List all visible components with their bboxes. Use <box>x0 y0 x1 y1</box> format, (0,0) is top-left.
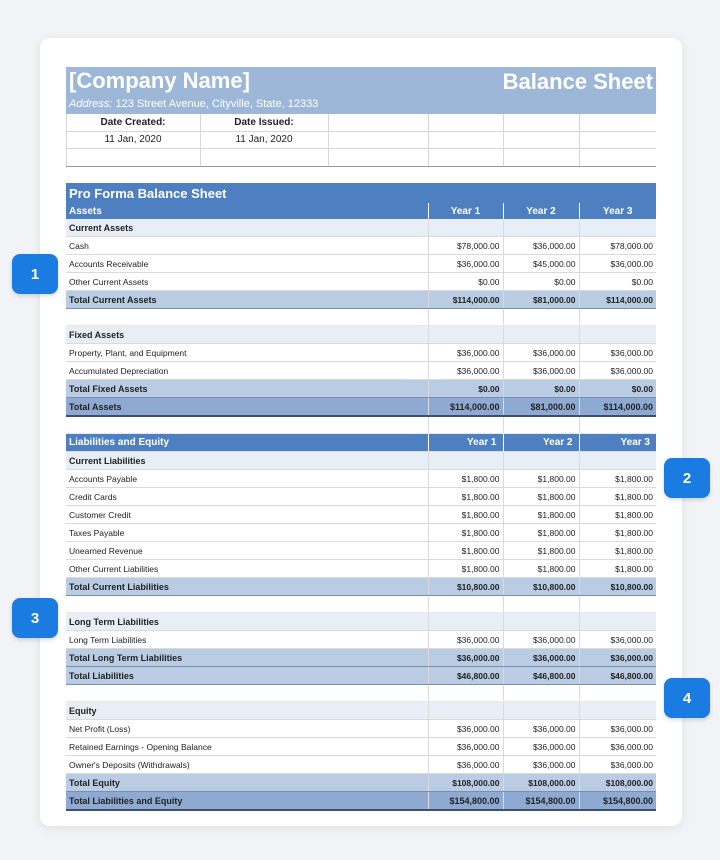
total-fixed-assets-row-cell: $0.00 <box>503 380 579 398</box>
table-row-cell: $36,000.00 <box>428 255 503 273</box>
liabilities-header-row-cell: Year 2 <box>503 434 579 452</box>
liabilities-header-row-label: Liabilities and Equity <box>66 434 428 452</box>
table-row-cell: $1,800.00 <box>503 488 579 506</box>
table-row-cell: $36,000.00 <box>579 720 656 738</box>
total-current-assets-row-cell: $114,000.00 <box>428 291 503 309</box>
date-issued-label: Date Issued: <box>234 117 294 128</box>
table-row-label: Other Current Assets <box>66 273 428 291</box>
total-liabilities-row-cell: $46,800.00 <box>428 667 503 685</box>
table-row-cell: $36,000.00 <box>503 344 579 362</box>
callout-badge-3: 3 <box>12 598 58 638</box>
total-current-assets-row-cell: $81,000.00 <box>503 291 579 309</box>
table-row-cell: $0.00 <box>503 273 579 291</box>
fixed-assets-title-cell <box>503 326 579 344</box>
total-long-term-liabilities-row-cell: $36,000.00 <box>428 649 503 667</box>
table-row <box>66 720 656 738</box>
table-row-cell: $1,800.00 <box>503 524 579 542</box>
table-row-cell: $36,000.00 <box>428 344 503 362</box>
spacer-row <box>66 309 656 326</box>
callout-badge-2: 2 <box>664 458 710 498</box>
spacer-row-label <box>66 685 428 702</box>
table-row-cell: $1,800.00 <box>579 488 656 506</box>
current-liabilities-title-cell <box>579 452 656 470</box>
table-row <box>66 470 656 488</box>
equity-title-cell <box>503 702 579 720</box>
assets-header-row-cell: Year 1 <box>428 203 503 219</box>
total-current-assets-row-cell: $114,000.00 <box>579 291 656 309</box>
fixed-assets-title-cell <box>428 326 503 344</box>
table-row-label: Accounts Payable <box>66 470 428 488</box>
liabilities-header-row <box>66 434 656 452</box>
total-long-term-liabilities-row-cell: $36,000.00 <box>579 649 656 667</box>
table-row-cell: $36,000.00 <box>503 720 579 738</box>
table-row-label: Cash <box>66 237 428 255</box>
spacer-row-cell <box>428 309 503 326</box>
long-term-liabilities-title <box>66 613 656 631</box>
table-row-cell: $36,000.00 <box>428 362 503 380</box>
table-row-cell: $1,800.00 <box>428 506 503 524</box>
table-row-cell: $1,800.00 <box>428 470 503 488</box>
total-long-term-liabilities-row-cell: $36,000.00 <box>503 649 579 667</box>
total-liabilities-equity-row-label: Total Liabilities and Equity <box>66 792 428 811</box>
table-row-label: Property, Plant, and Equipment <box>66 344 428 362</box>
table-row-label: Customer Credit <box>66 506 428 524</box>
total-current-liabilities-row-cell: $10,800.00 <box>579 578 656 596</box>
fixed-assets-title <box>66 326 656 344</box>
current-liabilities-title-cell <box>503 452 579 470</box>
table-row-cell: $1,800.00 <box>579 470 656 488</box>
section-title-row <box>66 183 656 203</box>
table-row-cell: $1,800.00 <box>503 506 579 524</box>
table-row <box>66 255 656 273</box>
table-row-cell: $36,000.00 <box>579 362 656 380</box>
total-fixed-assets-row-cell: $0.00 <box>428 380 503 398</box>
total-equity-row-cell: $108,000.00 <box>579 774 656 792</box>
current-assets-title-cell <box>428 219 503 237</box>
table-row-label: Accounts Receivable <box>66 255 428 273</box>
spacer-row-cell <box>579 596 656 613</box>
spacer-row <box>66 685 656 702</box>
total-long-term-liabilities-row-label: Total Long Term Liabilities <box>66 649 428 667</box>
table-row-cell: $1,800.00 <box>579 524 656 542</box>
spacer-row-cell <box>503 596 579 613</box>
fixed-assets-title-label: Fixed Assets <box>66 326 428 344</box>
table-row-cell: $1,800.00 <box>579 506 656 524</box>
current-assets-title-cell <box>579 219 656 237</box>
table-row <box>66 237 656 255</box>
table-row-cell: $36,000.00 <box>428 756 503 774</box>
table-row-cell: $1,800.00 <box>428 524 503 542</box>
fixed-assets-title-cell <box>579 326 656 344</box>
table-row <box>66 362 656 380</box>
total-equity-row <box>66 774 656 792</box>
company-name: [Company Name] <box>69 68 250 93</box>
spacer-row-cell <box>503 685 579 702</box>
table-row-cell: $1,800.00 <box>503 560 579 578</box>
table-row-label: Accumulated Depreciation <box>66 362 428 380</box>
liabilities-header-row-cell: Year 1 <box>428 434 503 452</box>
assets-header-row <box>66 203 656 219</box>
current-assets-title-label: Current Assets <box>66 219 428 237</box>
date-created-value: 11 Jan, 2020 <box>104 134 162 145</box>
table-row-cell: $36,000.00 <box>428 720 503 738</box>
equity-title-cell <box>579 702 656 720</box>
total-liabilities-equity-row-cell: $154,800.00 <box>428 792 503 811</box>
total-equity-row-cell: $108,000.00 <box>428 774 503 792</box>
table-row-label: Net Profit (Loss) <box>66 720 428 738</box>
table-row-label: Credit Cards <box>66 488 428 506</box>
spacer-row-cell <box>579 416 656 434</box>
spacer-row <box>66 416 656 434</box>
total-liabilities-equity-row-cell: $154,800.00 <box>503 792 579 811</box>
equity-title-cell <box>428 702 503 720</box>
title-band <box>66 67 656 114</box>
table-row-label: Taxes Payable <box>66 524 428 542</box>
current-liabilities-title <box>66 452 656 470</box>
current-assets-title <box>66 219 656 237</box>
table-row-cell: $36,000.00 <box>503 738 579 756</box>
total-liabilities-equity-row-cell: $154,800.00 <box>579 792 656 811</box>
spacer-row-cell <box>428 685 503 702</box>
table-row <box>66 524 656 542</box>
table-row-label: Retained Earnings - Opening Balance <box>66 738 428 756</box>
current-liabilities-title-label: Current Liabilities <box>66 452 428 470</box>
callout-badge-1: 1 <box>12 254 58 294</box>
total-current-assets-row <box>66 291 656 309</box>
total-equity-row-cell: $108,000.00 <box>503 774 579 792</box>
table-row-cell: $1,800.00 <box>503 470 579 488</box>
assets-header-row-cell: Year 2 <box>503 203 579 219</box>
equity-title-label: Equity <box>66 702 428 720</box>
table-row-cell: $45,000.00 <box>503 255 579 273</box>
table-row-label: Owner's Deposits (Withdrawals) <box>66 756 428 774</box>
table-row <box>66 738 656 756</box>
spacer-row-label <box>66 416 428 434</box>
total-current-liabilities-row <box>66 578 656 596</box>
table-row-cell: $1,800.00 <box>428 488 503 506</box>
dates-block <box>66 114 656 167</box>
total-current-liabilities-row-cell: $10,800.00 <box>503 578 579 596</box>
table-row-cell: $36,000.00 <box>503 756 579 774</box>
long-term-liabilities-title-cell <box>503 613 579 631</box>
current-liabilities-title-cell <box>428 452 503 470</box>
callout-badge-4: 4 <box>664 678 710 718</box>
table-row <box>66 488 656 506</box>
total-liabilities-row-label: Total Liabilities <box>66 667 428 685</box>
balance-sheet <box>66 67 656 811</box>
total-liabilities-equity-row <box>66 792 656 811</box>
total-fixed-assets-row <box>66 380 656 398</box>
spacer-row-cell <box>428 596 503 613</box>
total-current-liabilities-row-cell: $10,800.00 <box>428 578 503 596</box>
total-equity-row-label: Total Equity <box>66 774 428 792</box>
current-assets-title-cell <box>503 219 579 237</box>
spacer-row-label <box>66 596 428 613</box>
total-current-assets-row-label: Total Current Assets <box>66 291 428 309</box>
total-assets-row-cell: $114,000.00 <box>579 398 656 417</box>
document-title: Balance Sheet <box>502 69 653 94</box>
table-row-cell: $1,800.00 <box>428 542 503 560</box>
table-row-cell: $36,000.00 <box>428 631 503 649</box>
total-liabilities-row-cell: $46,800.00 <box>503 667 579 685</box>
total-liabilities-row-cell: $46,800.00 <box>579 667 656 685</box>
table-row-cell: $0.00 <box>579 273 656 291</box>
total-assets-row-cell: $114,000.00 <box>428 398 503 417</box>
total-fixed-assets-row-label: Total Fixed Assets <box>66 380 428 398</box>
spacer-row <box>66 596 656 613</box>
proforma-title: Pro Forma Balance Sheet <box>66 183 656 203</box>
long-term-liabilities-title-label: Long Term Liabilities <box>66 613 428 631</box>
spacer-row-cell <box>503 309 579 326</box>
date-created-label: Date Created: <box>100 117 166 128</box>
table-row <box>66 344 656 362</box>
table-row-cell: $36,000.00 <box>579 631 656 649</box>
table-row <box>66 560 656 578</box>
assets-header-row-label: Assets <box>66 203 428 219</box>
balance-table <box>66 183 656 811</box>
spacer-row-cell <box>503 416 579 434</box>
table-row-label: Unearned Revenue <box>66 542 428 560</box>
table-row-cell: $36,000.00 <box>579 255 656 273</box>
table-row <box>66 631 656 649</box>
address-value: 123 Street Avenue, Cityville, State, 12333 <box>115 98 319 110</box>
liabilities-header-row-cell: Year 3 <box>579 434 656 452</box>
total-current-liabilities-row-label: Total Current Liabilities <box>66 578 428 596</box>
spacer-row-label <box>66 309 428 326</box>
table-row <box>66 273 656 291</box>
total-assets-row-label: Total Assets <box>66 398 428 417</box>
equity-title <box>66 702 656 720</box>
table-row-cell: $1,800.00 <box>428 560 503 578</box>
long-term-liabilities-title-cell <box>428 613 503 631</box>
table-row-cell: $36,000.00 <box>503 631 579 649</box>
table-row-cell: $1,800.00 <box>579 542 656 560</box>
table-row-cell: $78,000.00 <box>428 237 503 255</box>
company-address <box>69 98 318 110</box>
table-row-label: Long Term Liabilities <box>66 631 428 649</box>
total-long-term-liabilities-row <box>66 649 656 667</box>
table-row-cell: $0.00 <box>428 273 503 291</box>
table-row-cell: $36,000.00 <box>579 756 656 774</box>
date-issued-value: 11 Jan, 2020 <box>235 134 293 145</box>
table-row <box>66 756 656 774</box>
address-label: Address: <box>69 98 113 110</box>
table-row-cell: $36,000.00 <box>579 344 656 362</box>
table-row-cell: $1,800.00 <box>579 560 656 578</box>
total-assets-row-cell: $81,000.00 <box>503 398 579 417</box>
total-fixed-assets-row-cell: $0.00 <box>579 380 656 398</box>
table-row-cell: $1,800.00 <box>503 542 579 560</box>
table-row <box>66 542 656 560</box>
spacer-row-cell <box>579 309 656 326</box>
table-row-cell: $36,000.00 <box>503 362 579 380</box>
table-row-cell: $36,000.00 <box>428 738 503 756</box>
long-term-liabilities-title-cell <box>579 613 656 631</box>
spacer-row-cell <box>428 416 503 434</box>
total-assets-row <box>66 398 656 417</box>
table-row <box>66 506 656 524</box>
table-row-cell: $78,000.00 <box>579 237 656 255</box>
table-row-cell: $36,000.00 <box>579 738 656 756</box>
table-row-label: Other Current Liabilities <box>66 560 428 578</box>
total-liabilities-row <box>66 667 656 685</box>
table-row-cell: $36,000.00 <box>503 237 579 255</box>
assets-header-row-cell: Year 3 <box>579 203 656 219</box>
spacer-row-cell <box>579 685 656 702</box>
